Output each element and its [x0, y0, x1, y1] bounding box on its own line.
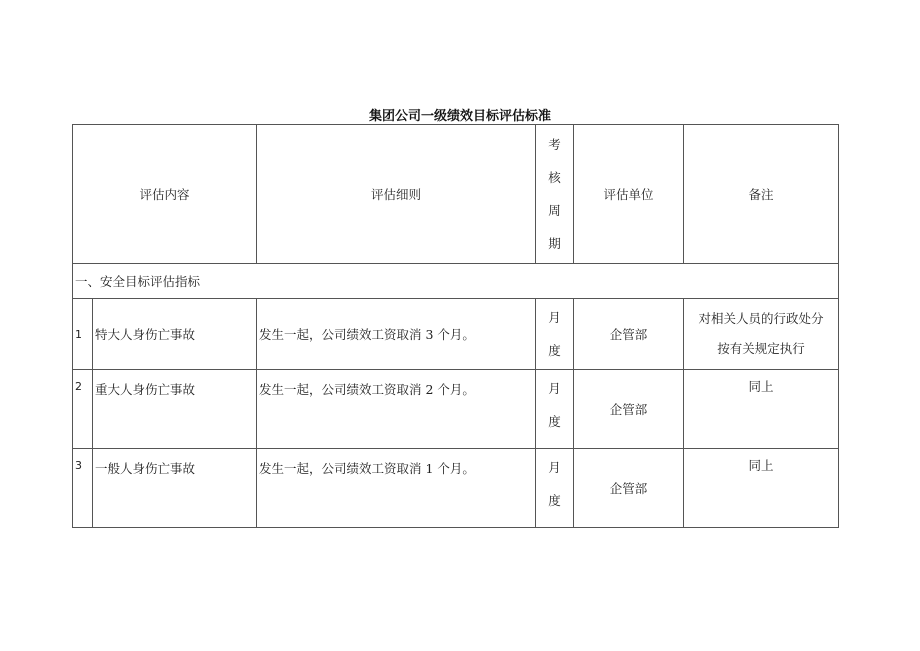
- row-period-text: 月 度: [548, 310, 561, 358]
- table-row: [73, 370, 839, 449]
- row-period: [536, 449, 574, 528]
- row-unit: 企管部: [574, 449, 684, 528]
- row-period: [536, 299, 574, 370]
- row-remark-line1: 对相关人员的行政处分: [698, 311, 824, 326]
- header-rules: 评估细则: [257, 125, 536, 264]
- row-number: 2: [73, 370, 93, 449]
- row-remark-line2: 按有关规定执行: [717, 341, 805, 356]
- header-remark: 备注: [684, 125, 839, 264]
- row-remark: [684, 370, 839, 449]
- row-remark-line1: 同上: [748, 458, 774, 473]
- row-remark: [684, 449, 839, 528]
- row-rule: 发生一起，公司绩效工资取消 3 个月。: [257, 299, 536, 370]
- header-row: [73, 125, 839, 264]
- section-row: [73, 264, 839, 299]
- row-rule: 发生一起，公司绩效工资取消 2 个月。: [257, 370, 536, 449]
- row-unit: 企管部: [574, 370, 684, 449]
- header-content: 评估内容: [73, 125, 257, 264]
- table-row: [73, 299, 839, 370]
- header-unit: 评估单位: [574, 125, 684, 264]
- section-title: 一、安全目标评估指标: [73, 264, 839, 299]
- row-unit: 企管部: [574, 299, 684, 370]
- row-period-text: 月 度: [548, 460, 561, 508]
- row-item: 重大人身伤亡事故: [93, 370, 257, 449]
- row-number: 3: [73, 449, 93, 528]
- header-period: [536, 125, 574, 264]
- row-remark: [684, 299, 839, 370]
- row-item: 特大人身伤亡事故: [93, 299, 257, 370]
- row-rule: 发生一起，公司绩效工资取消 1 个月。: [257, 449, 536, 528]
- row-item: 一般人身伤亡事故: [93, 449, 257, 528]
- row-period-text: 月 度: [548, 381, 561, 429]
- row-period: [536, 370, 574, 449]
- header-period-text: 考 核 周 期: [548, 137, 561, 251]
- row-number: 1: [73, 299, 93, 370]
- document-title: 集团公司一级绩效目标评估标准: [368, 109, 551, 124]
- row-remark-line1: 同上: [748, 379, 774, 394]
- evaluation-table: [72, 124, 839, 528]
- table-row: [73, 449, 839, 528]
